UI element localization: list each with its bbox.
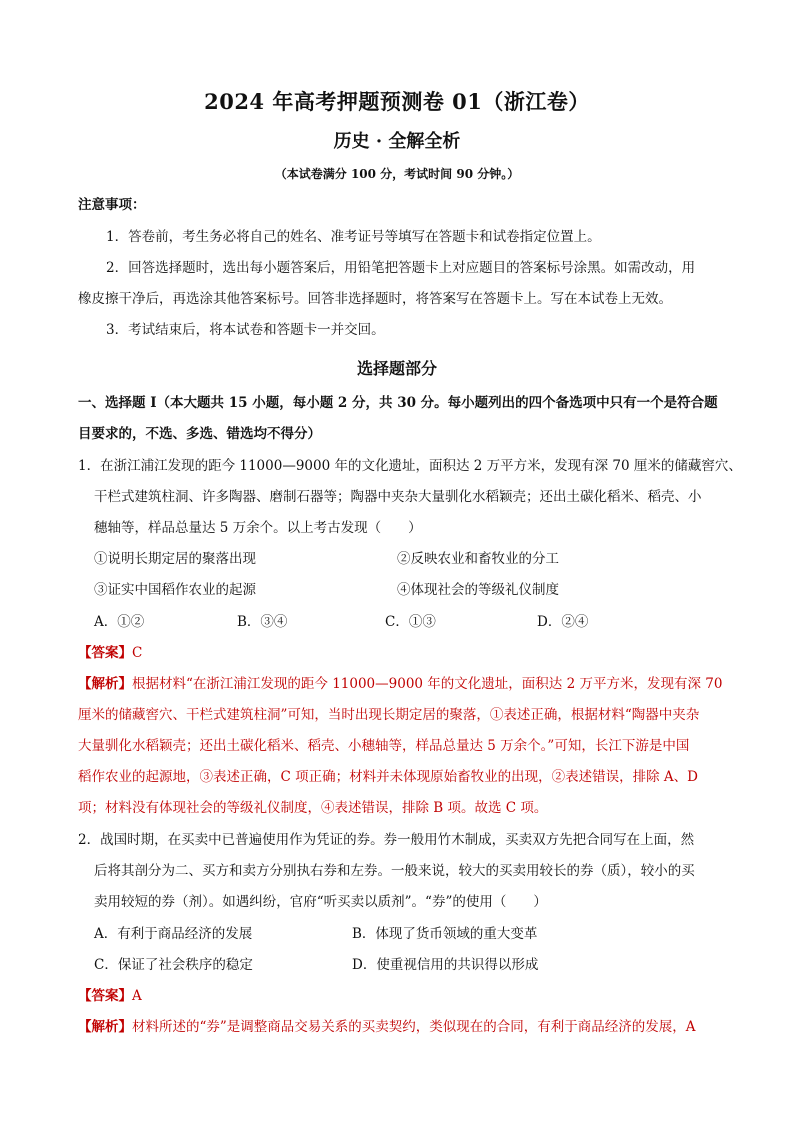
analysis-text: 根据材料“在浙江浦江发现的距今 11000—9000 年的文化遗址，面积达 2 万平方米，发现有深 70 — [132, 676, 723, 692]
analysis-text: 大量驯化水稻颖壳；还出土碳化稻米、稻壳、小穗轴等，样品总量达 5 万余个。”可知，长江下游是中国 — [78, 738, 690, 754]
part-heading: 目要求的，不选、多选、错选均不得分） — [78, 426, 321, 442]
question-2-stem: 后将其剖分为二、买方和卖方分别执右券和左券。一般来说，较大的买卖用较长的券（质），较小的买 — [94, 863, 695, 879]
analysis-text: 厘米的储藏窖穴、干栏式建筑柱洞”可知，当时出现长期定居的聚落，①表述正确，根据材料“陶器中夹杂 — [78, 707, 700, 723]
question-1-option: C．①③ — [385, 614, 436, 630]
question-1-statement: ①说明长期定居的聚落出现 — [94, 551, 256, 567]
part-heading: 一、选择题 I（本大题共 15 小题，每小题 2 分，共 30 分。每小题列出的四个备选项中只有一个是符合题 — [78, 395, 718, 411]
instruction-item: 1．答卷前，考生务必将自己的姓名、准考证号等填写在答题卡和试卷指定位置上。 — [106, 229, 601, 245]
page-subtitle: 历史 · 全解全析 — [333, 131, 461, 152]
question-2-option: A．有利于商品经济的发展 — [94, 926, 253, 942]
exam-note: （本试卷满分 100 分，考试时间 90 分钟。） — [274, 167, 520, 181]
question-1-stem: 干栏式建筑柱洞、许多陶器、磨制石器等；陶器中夹杂大量驯化水稻颖壳；还出土碳化稻米、稻壳、小 — [94, 489, 702, 505]
answer-value: C — [132, 645, 143, 661]
question-1-answer — [78, 643, 142, 663]
question-2-stem: 卖用较短的券（剂）。如遇纠纷，官府“听买卖以质剂”。“券”的使用（ ） — [94, 894, 547, 910]
question-2-option: C．保证了社会秩序的稳定 — [94, 957, 253, 973]
question-1-option: A．①② — [94, 614, 145, 630]
question-1-statement: ③证实中国稻作农业的起源 — [94, 582, 256, 598]
instruction-item: 橡皮擦干净后，再选涂其他答案标号。回答非选择题时，将答案写在答题卡上。写在本试卷上无效。 — [78, 291, 672, 307]
analysis-text: 项；材料没有体现社会的等级礼仪制度，④表述错误，排除 B 项。故选 C 项。 — [78, 800, 548, 816]
answer-value: A — [132, 988, 142, 1004]
answer-tag: 【答案】 — [78, 645, 132, 661]
section-title: 选择题部分 — [356, 359, 437, 378]
analysis-tag: 【解析】 — [78, 1019, 132, 1035]
instruction-item: 2．回答选择题时，选出每小题答案后，用铅笔把答题卡上对应题目的答案标号涂黑。如需改动，用 — [106, 260, 696, 276]
question-1-analysis — [78, 674, 722, 694]
question-2-analysis — [78, 1017, 696, 1037]
page-title: 2024 年高考押题预测卷 01（浙江卷） — [204, 89, 590, 114]
question-2-answer — [78, 986, 142, 1006]
analysis-text: 稻作农业的起源地，③表述正确，C 项正确；材料并未体现原始畜牧业的出现，②表述错误，排除 A、D — [78, 769, 698, 785]
question-2-option: D．使重视信用的共识得以形成 — [352, 957, 539, 973]
question-2-stem: 2．战国时期，在买卖中已普遍使用作为凭证的券。券一般用竹木制成，买卖双方先把合同写在上面，然 — [78, 832, 695, 848]
question-1-stem: 1．在浙江浦江发现的距今 11000—9000 年的文化遗址，面积达 2 万平方米，发现有深 70 厘米的储藏窖穴、 — [78, 458, 742, 474]
question-1-statement: ②反映农业和畜牧业的分工 — [397, 551, 559, 567]
instructions-heading: 注意事项： — [78, 197, 146, 213]
analysis-tag: 【解析】 — [78, 676, 132, 692]
question-1-option: B．③④ — [237, 614, 288, 630]
analysis-text: 材料所述的“券”是调整商品交易关系的买卖契约，类似现在的合同，有利于商品经济的发展，A — [132, 1019, 696, 1035]
question-1-option: D．②④ — [537, 614, 589, 630]
instruction-item: 3．考试结束后，将本试卷和答题卡一并交回。 — [106, 322, 385, 338]
question-1-stem: 穗轴等，样品总量达 5 万余个。以上考古发现（ ） — [94, 520, 422, 536]
answer-tag: 【答案】 — [78, 988, 132, 1004]
question-1-statement: ④体现社会的等级礼仪制度 — [397, 582, 559, 598]
question-2-option: B．体现了货币领域的重大变革 — [352, 926, 538, 942]
